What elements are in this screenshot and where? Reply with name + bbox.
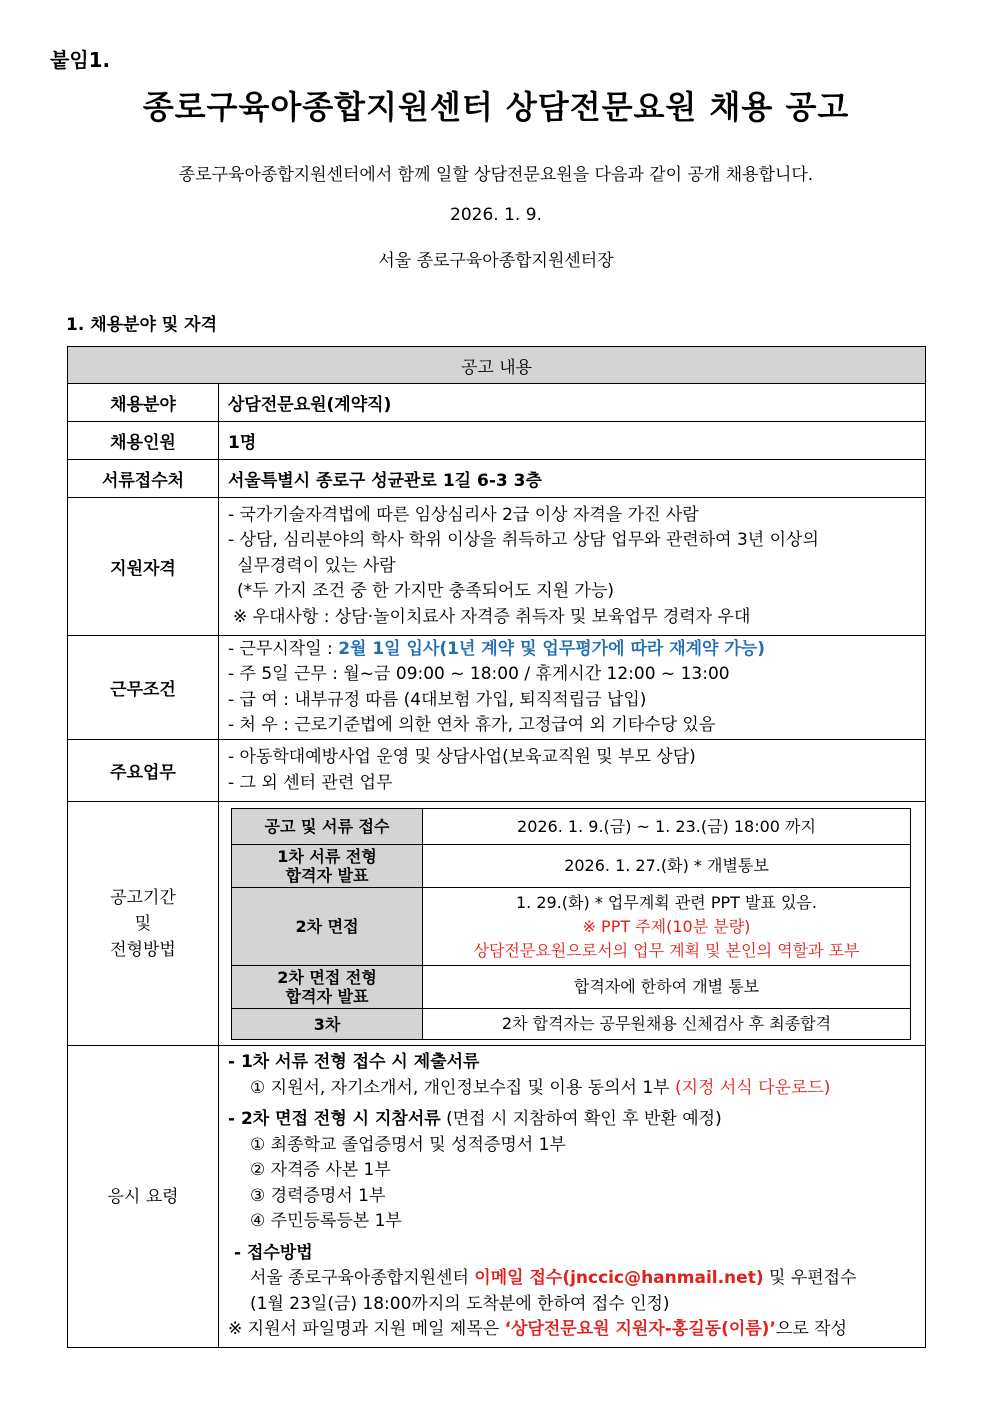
filename-format: ‘상담전문요원 지원자-홍길동(이름)’ (504, 1319, 776, 1340)
schedule-label (68, 802, 219, 1046)
schedule-row (232, 1009, 911, 1040)
section-title: 1. 채용분야 및 자격 (66, 315, 217, 335)
conditions-line: - 처 우 : 근로기준법에 의한 연차 휴가, 고정급여 외 기타수당 있음 (228, 715, 716, 735)
field-label: 채용분야 (68, 384, 219, 422)
doc-stage2-heading-note: (면접 시 지참하여 확인 후 반환 예정) (446, 1109, 722, 1130)
table-row (68, 740, 926, 802)
schedule-stage: 2차 면접 (232, 888, 423, 966)
table-header-row (68, 347, 926, 384)
conditions-line: - 급 여 : 내부규정 따름 (4대보험 가입, 퇴직적립금 납입) (228, 689, 647, 710)
table-row (68, 384, 926, 422)
schedule-detail: 합격자에 한하여 개별 통보 (423, 966, 911, 1009)
application-content (219, 1046, 926, 1348)
schedule-row (232, 809, 911, 845)
submission-deadline: (1월 23일(금) 18:00까지의 도착분에 한하여 접수 인정) (250, 1293, 670, 1314)
ppt-topic: 상담전문요원으로서의 업무 계획 및 본인의 역할과 포부 (473, 940, 860, 960)
attachment-label: 붙임1. (50, 48, 111, 72)
headcount-value: 1명 (219, 422, 926, 460)
conditions-label: 근무조건 (68, 636, 219, 740)
schedule-detail: 2026. 1. 27.(화) * 개별통보 (423, 845, 911, 888)
start-date-prefix: - 근무시작일 : (228, 638, 339, 659)
interview-line: 1. 29.(화) * 업무계획 관련 PPT 발표 있음. (516, 892, 817, 912)
table-row (68, 422, 926, 460)
table-row (68, 636, 926, 740)
issuer: 서울 종로구육아종합지원센터장 (378, 251, 614, 271)
table-header: 공고 내용 (68, 347, 926, 384)
duties-line: - 아동학대예방사업 운영 및 상담사업(보육교직원 및 부모 상담) (228, 747, 696, 767)
schedule-label-line: 전형방법 (110, 939, 176, 960)
schedule-row (232, 888, 911, 966)
filename-note (228, 1317, 917, 1343)
table-row (68, 802, 926, 1046)
headcount-label: 채용인원 (68, 422, 219, 460)
application-label: 응시 요령 (68, 1046, 219, 1348)
ppt-topic-note: ※ PPT 주제(10분 분량) (582, 916, 751, 936)
doc-stage2-item: ① 최종학교 졸업증명서 및 성적증명서 1부 (250, 1134, 566, 1155)
doc-stage2-item: ② 자격증 사본 1부 (250, 1160, 391, 1181)
qualification-line: 실무경력이 있는 사람 (237, 555, 396, 576)
table-row (68, 460, 926, 498)
schedule-stage: 3차 (232, 1009, 423, 1040)
filename-note-text: ※ 지원서 파일명과 지원 메일 제목은 (228, 1319, 505, 1340)
schedule-stage: 공고 및 서류 접수 (232, 809, 423, 845)
table-row (68, 1046, 926, 1348)
submission-method-heading: - 접수방법 (234, 1242, 313, 1263)
intro-text: 종로구육아종합지원센터에서 함께 일할 상담전문요원을 다음과 같이 공개 채용합니다. (178, 165, 814, 185)
schedule-content (219, 802, 926, 1046)
schedule-stage (232, 966, 423, 1009)
doc-stage2-heading-bold: - 2차 면접 전형 시 지참서류 (228, 1109, 441, 1130)
schedule-row (232, 845, 911, 888)
start-date-highlight: 2월 1일 입사(1년 계약 및 업무평가에 따라 재계약 가능) (338, 638, 765, 659)
qualification-content (219, 498, 926, 636)
form-download-note: (지정 서식 다운로드) (674, 1077, 831, 1098)
schedule-row (232, 966, 911, 1009)
stage-line: 합격자 발표 (285, 866, 369, 885)
schedule-stage (232, 845, 423, 888)
filename-note-text: 으로 작성 (775, 1319, 848, 1340)
recruitment-table (67, 346, 926, 1348)
conditions-line: - 주 5일 근무 : 월~금 09:00 ~ 18:00 / 휴게시간 12:00 ~ 13:00 (228, 664, 730, 684)
doc-stage1-item (228, 1076, 917, 1102)
address-value: 서울특별시 종로구 성균관로 1길 6-3 3층 (219, 460, 926, 498)
notice-date: 2026. 1. 9. (450, 205, 542, 225)
submission-method-line (228, 1266, 917, 1292)
table-row (68, 498, 926, 636)
stage-line: 합격자 발표 (285, 987, 369, 1006)
preference-note: ※ 우대사항 : 상담·놀이치료사 자격증 취득자 및 보육업무 경력자 우대 (233, 606, 751, 627)
duties-label: 주요업무 (68, 740, 219, 802)
schedule-detail (423, 888, 911, 966)
document-title: 종로구육아종합지원센터 상담전문요원 채용 공고 (142, 88, 850, 126)
schedule-detail: 2026. 1. 9.(금) ~ 1. 23.(금) 18:00 까지 (423, 809, 911, 845)
qualification-line: - 국가기술자격법에 따른 임상심리사 2급 이상 자격을 가진 사람 (228, 504, 699, 525)
schedule-label-line: 공고기간 (110, 887, 176, 908)
doc-stage2-item: ③ 경력증명서 1부 (250, 1185, 386, 1206)
email-submission: 이메일 접수(jnccic@hanmail.net) (474, 1268, 764, 1289)
duties-line: - 그 외 센터 관련 업무 (228, 772, 393, 793)
stage-line: 2차 면접 전형 (277, 968, 377, 987)
doc-stage2-item: ④ 주민등록등본 1부 (250, 1211, 402, 1232)
conditions-content (219, 636, 926, 740)
schedule-label-line: 및 (134, 913, 152, 934)
qualification-line: - 상담, 심리분야의 학사 학위 이상을 취득하고 상담 업무와 관련하여 3년 이상의 (228, 530, 819, 551)
schedule-detail: 2차 합격자는 공무원채용 신체검사 후 최종합격 (423, 1009, 911, 1040)
submission-text: 서울 종로구육아종합지원센터 (250, 1268, 475, 1289)
qualification-label: 지원자격 (68, 498, 219, 636)
address-label: 서류접수처 (68, 460, 219, 498)
qualification-line: (*두 가지 조건 중 한 가지만 충족되어도 지원 가능) (237, 581, 615, 602)
start-date-line (219, 637, 925, 663)
field-value: 상담전문요원(계약직) (219, 384, 926, 422)
submission-text: 및 우편접수 (763, 1268, 857, 1289)
duties-content (219, 740, 926, 802)
doc-stage1-heading: - 1차 서류 전형 접수 시 제출서류 (228, 1052, 480, 1073)
schedule-table (231, 808, 911, 1040)
doc-item-text: ① 지원서, 자기소개서, 개인정보수집 및 이용 동의서 1부 (250, 1077, 670, 1098)
stage-line: 1차 서류 전형 (277, 847, 377, 866)
doc-stage2-heading (228, 1107, 917, 1133)
